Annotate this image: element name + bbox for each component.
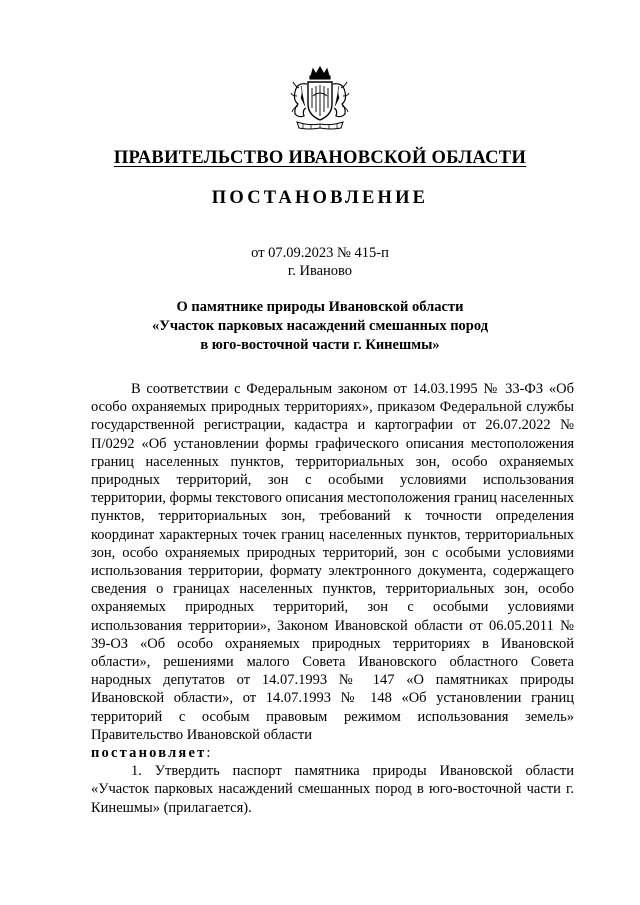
document-subject: [80, 298, 560, 355]
subject-line-3: в юго-восточной части г. Кинешмы»: [200, 337, 440, 353]
document-type-title: ПОСТАНОВЛЕНИЕ: [211, 188, 429, 208]
preamble-paragraph: [91, 380, 574, 762]
resolve-word: постановляет: [91, 745, 207, 762]
document-city: г. Иваново: [287, 263, 353, 279]
subject-line-2: «Участок парковых насаждений смешанных пород: [151, 318, 489, 334]
document-date-number: от 07.09.2023 № 415-п: [251, 245, 389, 261]
item-1-paragraph: 1. Утвердить паспорт памятника природы Ивановской области «Участок парковых насаждений смешанных пород в юго-восточной части г. Кинешмы» (прилагается).: [91, 763, 574, 816]
resolve-colon: :: [206, 745, 211, 762]
coat-of-arms-icon: [289, 66, 351, 132]
subject-line-1: О памятнике природы Ивановской области: [176, 299, 464, 315]
government-title: ПРАВИТЕЛЬСТВО ИВАНОВСКОЙ ОБЛАСТИ: [113, 148, 527, 168]
document-meta: [80, 244, 560, 280]
preamble-text: В соответствии с Федеральным законом от 14.03.1995 № 33-ФЗ «Об особо охраняемых природных территориях», приказом Федеральной службы государственной регистрации, кадастра и картографии от 26.07.2022 № П/0292 «Об установлении формы графического описания местоположения границ населенных пунктов, территориальных зон, особо охраняемых природных территорий, зон с особыми условиями использования территории, формы текстового описания местоположения границ населенных пунктов, территориальных зон, требований к точности определения координат характерных точек границ населенных пунктов, территориальных зон, особо охраняемых природных территорий, зон с особыми условиями использования территории, формату электронного документа, содержащего сведения о границах населенных пунктов, территориальных зон, особо охраняемых природных территорий, зон с особыми условиями использования территории», Законом Ивановской области от 06.05.2011 № 39-ОЗ «Об особо охраняемых природных территориях в Ивановской области», решениями малого Совета Ивановского областного Совета народных депутатов от 14.07.1993 № 147 «О памятниках природы Ивановской области», от 14.07.1993 № 148 «Об установлении границ территорий с особым правовым режимом использования земель» Правительство Ивановской области: [91, 381, 574, 743]
document-body: [91, 380, 574, 817]
